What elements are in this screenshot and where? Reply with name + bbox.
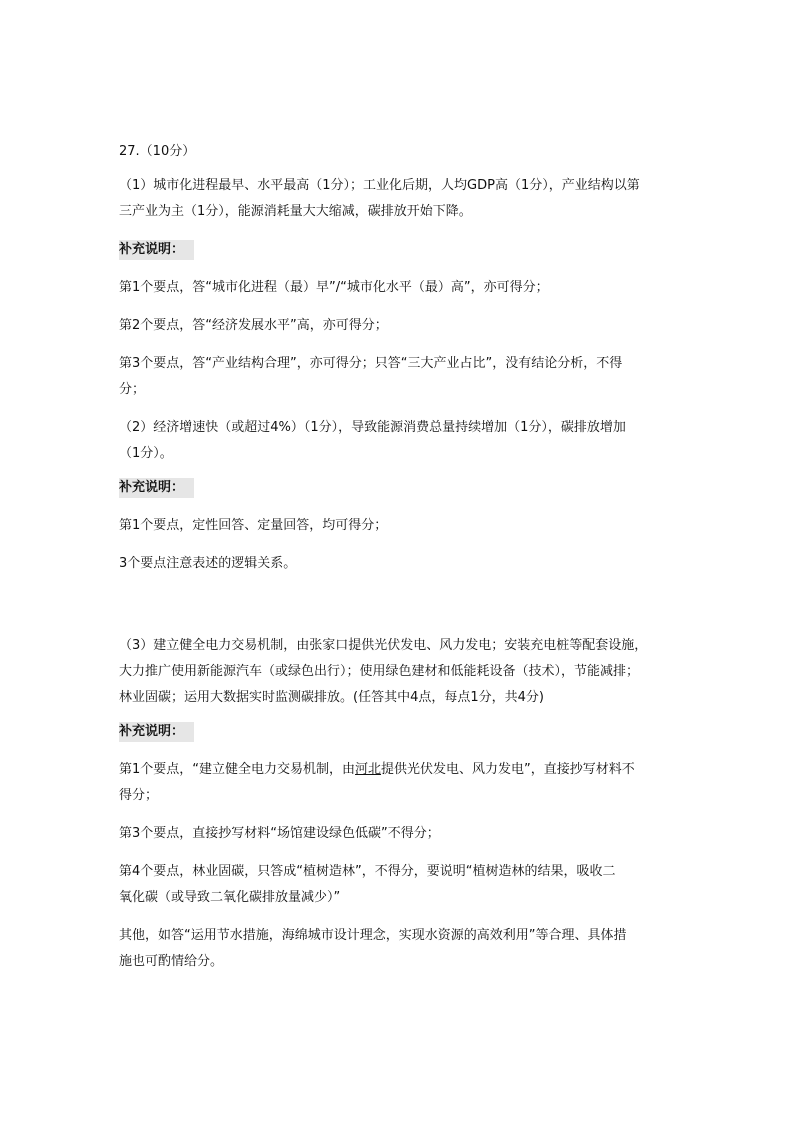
part2-note: 第1个要点，定性回答、定量回答，均可得分； bbox=[119, 518, 388, 533]
part3-note: 其他，如答“运用节水措施，海绵城市设计理念，实现水资源的高效利用”等合理、具体措 bbox=[119, 928, 627, 943]
part2-answer-line: （2）经济增速快（或超过4%）（1分），导致能源消费总量持续增加（1分），碳排放增加 bbox=[119, 420, 626, 435]
part3-note-cont: 得分； bbox=[119, 788, 159, 803]
part3-answer-line: 林业固碳；运用大数据实时监测碳排放。(任答其中4点，每点1分，共4分) bbox=[119, 690, 544, 705]
part2-note: 3个要点注意表述的逻辑关系。 bbox=[119, 556, 297, 571]
part1-answer-line: （1）城市化进程最早、水平最高（1分）；工业化后期，人均GDP高（1分），产业结构以第 bbox=[119, 178, 640, 193]
part3-note-cont: 施也可酌情给分。 bbox=[119, 954, 224, 969]
part1-note: 第3个要点，答“产业结构合理”，亦可得分；只答“三大产业占比”，没有结论分析，不得 bbox=[119, 356, 623, 371]
part3-note-text: 提供光伏发电、风力发电”，直接抄写材料不 bbox=[381, 762, 635, 777]
supplement-label: 补充说明： bbox=[119, 240, 194, 260]
part1-note: 第2个要点，答“经济发展水平”高，亦可得分； bbox=[119, 318, 388, 333]
part1-answer-line: 三产业为主（1分），能源消耗量大大缩减，碳排放开始下降。 bbox=[119, 204, 472, 219]
part3-answer-line: 大力推广使用新能源汽车（或绿色出行）；使用绿色建材和低能耗设备（技术），节能减排； bbox=[119, 664, 640, 679]
underlined-text: 河北 bbox=[355, 762, 382, 777]
part3-note-text: 第1个要点，“建立健全电力交易机制，由 bbox=[119, 762, 356, 777]
question-number: 27.（10分） bbox=[119, 144, 196, 159]
part3-note: 第4个要点，林业固碳，只答成“植树造林”，不得分，要说明“植树造林的结果，吸收二 bbox=[119, 864, 616, 879]
part3-note: 第3个要点，直接抄写材料“场馆建设绿色低碳”不得分； bbox=[119, 826, 440, 841]
part2-answer-line: （1分）。 bbox=[119, 446, 173, 461]
answer-content bbox=[119, 139, 679, 975]
part3-answer-line: （3）建立健全电力交易机制，由张家口提供光伏发电、风力发电；安装充电桩等配套设施， bbox=[119, 638, 648, 653]
part1-note-cont: 分； bbox=[119, 382, 146, 397]
part1-note: 第1个要点，答“城市化进程（最）早”/“城市化水平（最）高”，亦可得分； bbox=[119, 280, 549, 295]
supplement-label: 补充说明： bbox=[119, 722, 194, 742]
part3-note bbox=[119, 757, 679, 783]
supplement-label: 补充说明： bbox=[119, 478, 194, 498]
part3-note-cont: 氧化碳（或导致二氧化碳排放量减少）” bbox=[119, 890, 341, 905]
